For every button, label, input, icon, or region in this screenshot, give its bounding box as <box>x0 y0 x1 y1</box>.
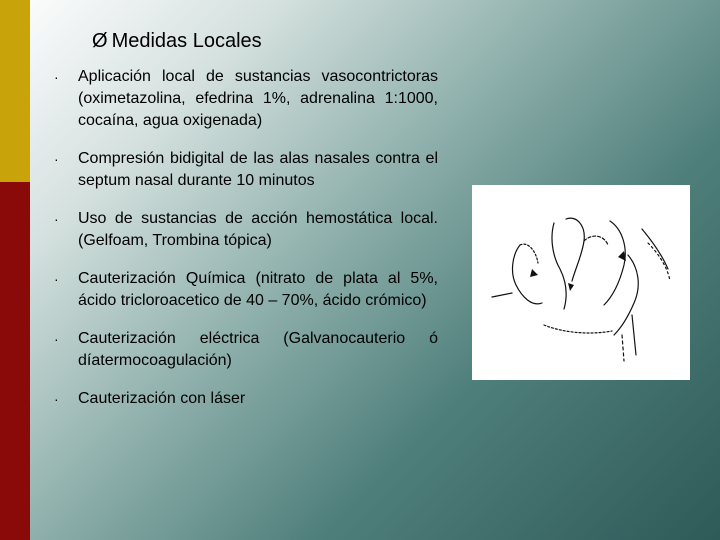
accent-bar-gold <box>0 0 30 182</box>
bullet-icon: · <box>54 69 59 85</box>
list-item <box>52 328 438 372</box>
bullet-icon: · <box>54 211 59 227</box>
list-item <box>52 66 438 132</box>
list-item-text: Cauterización Química (nitrato de plata al 5%, ácido tricloroacetico de 40 – 70%, ácido crómico) <box>78 270 438 309</box>
slide-title: Medidas Locales <box>111 30 262 52</box>
list-item-text: Uso de sustancias de acción hemostática local. (Gelfoam, Trombina tópica) <box>78 210 438 249</box>
list-item <box>52 208 438 252</box>
slide-heading <box>92 30 262 53</box>
bullet-icon: · <box>54 331 59 347</box>
list-item-text: Compresión bidigital de las alas nasales contra el septum nasal durante 10 minutos <box>78 150 438 189</box>
list-item-text: Cauterización eléctrica (Galvanocauterio ó díatermocoagulación) <box>78 330 438 369</box>
accent-bar-red <box>0 182 30 540</box>
bullet-icon: · <box>54 391 59 407</box>
bullet-icon: · <box>54 271 59 287</box>
nasal-compression-illustration <box>472 185 690 380</box>
list-item-text: Aplicación local de sustancias vasocontrictoras (oximetazolina, efedrina 1%, adrenalina 1:1000, cocaína, agua oxigenada) <box>78 68 438 129</box>
bullet-icon: · <box>54 151 59 167</box>
list-item <box>52 148 438 192</box>
fingers-sketch-icon <box>472 185 690 380</box>
list-item-text: Cauterización con láser <box>78 390 246 407</box>
list-item <box>52 388 438 410</box>
bullet-list <box>52 66 438 426</box>
arrow-bullet-icon: Ø <box>92 30 108 52</box>
list-item <box>52 268 438 312</box>
